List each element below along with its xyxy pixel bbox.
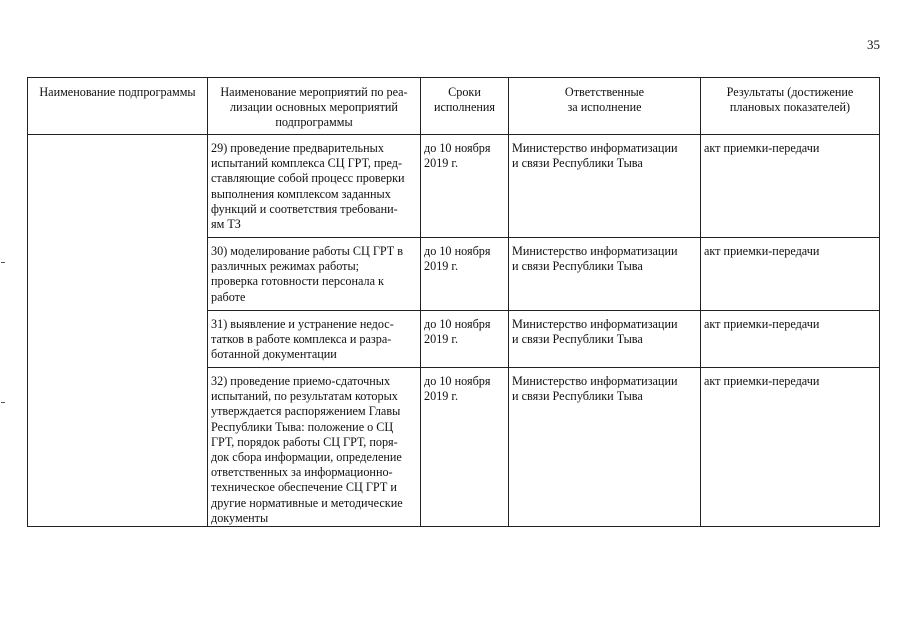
header-result bbox=[701, 78, 880, 135]
header-responsible bbox=[509, 78, 701, 135]
header-result-label: Результаты (достижение плановых показателей) bbox=[726, 85, 854, 115]
deadline-cell bbox=[421, 135, 509, 238]
responsible-text: Министерство информатизации и связи Республики Тыва bbox=[512, 374, 678, 404]
result-cell bbox=[701, 311, 880, 368]
responsible-text: Министерство информатизации и связи Республики Тыва bbox=[512, 244, 678, 274]
result-text: акт приемки-передачи bbox=[704, 374, 820, 388]
activity-text: 29) проведение предварительных испытаний комплекса СЦ ГРТ, пред- ставляющие собой процесс проверки выполнения комплексом заданных функций и соответствия требовани- ям ТЗ bbox=[211, 141, 405, 232]
header-responsible-label: Ответственные за исполнение bbox=[564, 85, 645, 115]
header-deadline bbox=[421, 78, 509, 135]
activity-text: 31) выявление и устранение недос- татков в работе комплекса и разра- ботанной документации bbox=[211, 317, 394, 362]
margin-mark bbox=[1, 402, 5, 403]
page-number: 35 bbox=[867, 37, 880, 52]
activity-cell bbox=[208, 135, 421, 238]
deadline-text: до 10 ноября 2019 г. bbox=[424, 317, 491, 347]
result-cell bbox=[701, 368, 880, 527]
activity-cell bbox=[208, 311, 421, 368]
header-subprogram bbox=[28, 78, 208, 135]
responsible-cell bbox=[509, 311, 701, 368]
responsible-cell bbox=[509, 135, 701, 238]
activities-table bbox=[27, 77, 880, 527]
deadline-text: до 10 ноября 2019 г. bbox=[424, 374, 491, 404]
header-deadline-label: Сроки исполнения bbox=[433, 85, 496, 115]
table-header bbox=[28, 78, 880, 135]
deadline-cell bbox=[421, 238, 509, 311]
margin-mark bbox=[1, 262, 5, 263]
activity-cell bbox=[208, 368, 421, 527]
activity-text: 30) моделирование работы СЦ ГРТ в различных режимах работы; проверка готовности персонала к работе bbox=[211, 244, 404, 304]
responsible-cell bbox=[509, 238, 701, 311]
header-subprogram-label: Наименование подпрограммы bbox=[39, 85, 196, 99]
result-cell bbox=[701, 135, 880, 238]
responsible-text: Министерство информатизации и связи Республики Тыва bbox=[512, 317, 678, 347]
table-body bbox=[28, 135, 880, 527]
subprogram-cell bbox=[28, 135, 208, 527]
responsible-text: Министерство информатизации и связи Республики Тыва bbox=[512, 141, 678, 171]
deadline-text: до 10 ноября 2019 г. bbox=[424, 141, 491, 171]
subprogram-name bbox=[28, 135, 207, 141]
deadline-cell bbox=[421, 368, 509, 527]
header-row bbox=[28, 78, 880, 135]
activity-text: 32) проведение приемо-сдаточных испытаний, по результатам которых утверждается распоряжением Главы Республики Тыва: положение о СЦ ГРТ, порядок работы СЦ ГРТ, поря- док сбора информации, определение ответственных за информационно- техническое обеспечение СЦ ГРТ и другие нормативные и методические документы bbox=[211, 374, 403, 525]
result-text: акт приемки-передачи bbox=[704, 141, 820, 155]
result-cell bbox=[701, 238, 880, 311]
header-activity bbox=[208, 78, 421, 135]
activity-cell bbox=[208, 238, 421, 311]
header-activity-label: Наименование мероприятий по реа- лизации основных мероприятий подпрограммы bbox=[220, 85, 408, 130]
result-text: акт приемки-передачи bbox=[704, 244, 820, 258]
deadline-text: до 10 ноября 2019 г. bbox=[424, 244, 491, 274]
result-text: акт приемки-передачи bbox=[704, 317, 820, 331]
responsible-cell bbox=[509, 368, 701, 527]
table-row bbox=[28, 135, 880, 238]
deadline-cell bbox=[421, 311, 509, 368]
